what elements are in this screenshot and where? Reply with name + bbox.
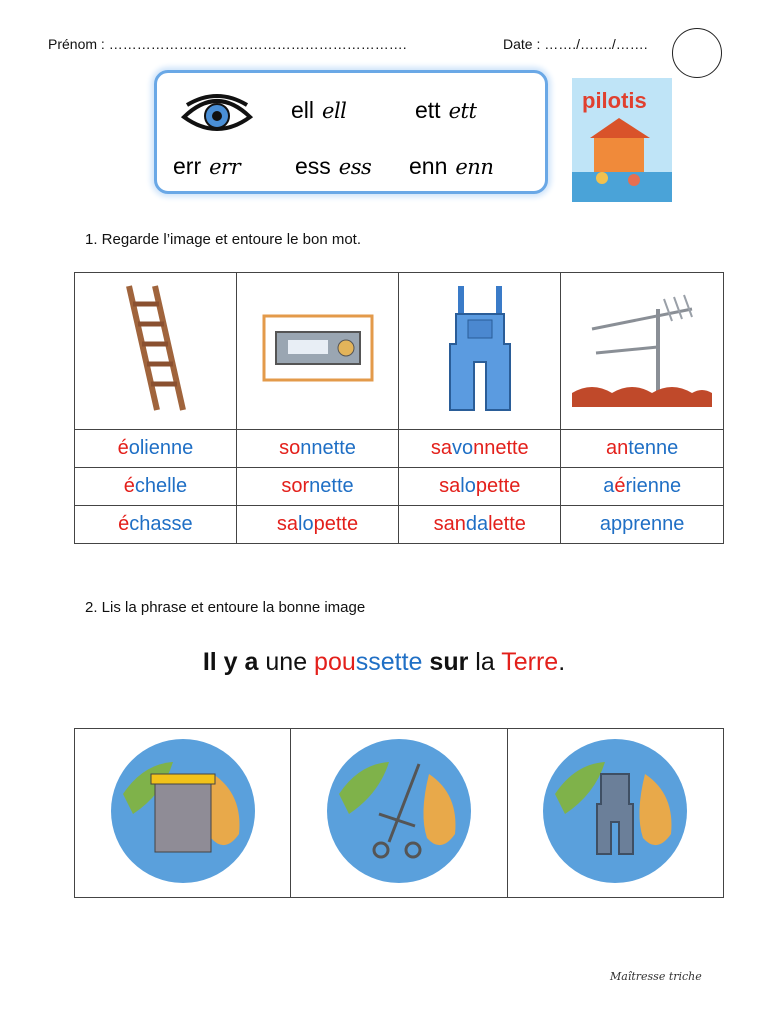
sentence-part: une [258,648,315,676]
syllable: chelle [134,475,188,497]
syllable: sor [281,475,310,497]
ladder-icon [115,282,195,414]
syllable: an [605,437,629,459]
globe-with-overalls-icon [535,734,695,888]
syllable: pette [475,475,521,497]
date-field[interactable]: Date : ……./……./……. [503,36,648,52]
sentence-part: la [468,648,502,676]
word-cell[interactable] [561,468,724,506]
word-cell[interactable] [236,468,398,506]
sentence-part: pou [314,648,356,676]
sentence-part: Terre [501,648,559,676]
syllable: é [118,513,130,535]
name-field[interactable]: Prénom : ………………………………………………………. [48,36,407,52]
word-cell[interactable] [399,430,561,468]
word-cell[interactable] [236,506,398,544]
syllable: sa [439,475,461,497]
eye-icon [181,91,253,137]
doorbell-icon [258,308,378,388]
picture-cell [561,273,724,430]
word-cell[interactable] [561,430,724,468]
sound-err: err err [173,153,241,179]
word-table [74,272,724,544]
word-cell[interactable] [75,506,237,544]
signature: Maîtresse triche [610,970,702,983]
picture-cell [236,273,398,430]
picture-cell [75,273,237,430]
syllable: rienne [625,475,682,497]
sound-ell: ell ell [291,97,347,123]
sound-ett: ett ett [415,97,477,123]
sentence [0,648,768,677]
syllable: é [117,437,129,459]
sentence-part: ssette [355,648,423,676]
syllable: da [465,513,489,535]
syllable: vo [451,437,474,459]
syllable: nnette [300,437,356,459]
syllable: lo [460,475,476,497]
syllable: san [433,513,466,535]
globe-with-trash-bin-icon [103,734,263,888]
syllable: a [603,475,615,497]
sentence-part: sur [422,648,469,676]
antenna-icon [572,289,712,407]
picture-cell [399,273,561,430]
instruction-2: 2. Lis la phrase et entoure la bonne image [85,599,366,616]
globe-choice-stroller[interactable] [291,729,507,898]
word-cell[interactable] [399,506,561,544]
globe-choice-overalls[interactable] [507,729,723,898]
syllable: é [614,475,626,497]
sound-enn: enn enn [409,153,494,179]
syllable: nnette [473,437,529,459]
syllable: nette [309,475,354,497]
word-cell[interactable] [75,430,237,468]
instruction-1: 1. Regarde l’image et entoure le bon mot. [85,231,361,248]
sound-ess: ess ess [295,153,372,179]
syllable: sa [430,437,452,459]
sentence-part: Il y a [202,648,259,676]
overalls-icon [440,282,520,414]
syllable: lette [488,513,526,535]
syllable: pette [313,513,359,535]
syllable: lo [298,513,314,535]
globe-choice-trash-bin[interactable] [75,729,291,898]
pilotis-book-cover [572,78,672,202]
grade-circle [672,28,722,78]
globe-table [74,728,724,898]
word-cell[interactable] [561,506,724,544]
syllable: so [279,437,301,459]
sound-box [154,70,548,194]
globe-with-stroller-icon [319,734,479,888]
syllable: é [123,475,135,497]
svg-text:pilotis: pilotis [582,88,647,113]
syllable: tenne [628,437,679,459]
syllable: apprenne [599,513,685,535]
syllable: sa [276,513,299,535]
word-cell[interactable] [75,468,237,506]
word-cell[interactable] [236,430,398,468]
syllable: olienne [128,437,194,459]
sentence-part: . [558,648,566,676]
word-cell[interactable] [399,468,561,506]
syllable: chasse [129,513,193,535]
